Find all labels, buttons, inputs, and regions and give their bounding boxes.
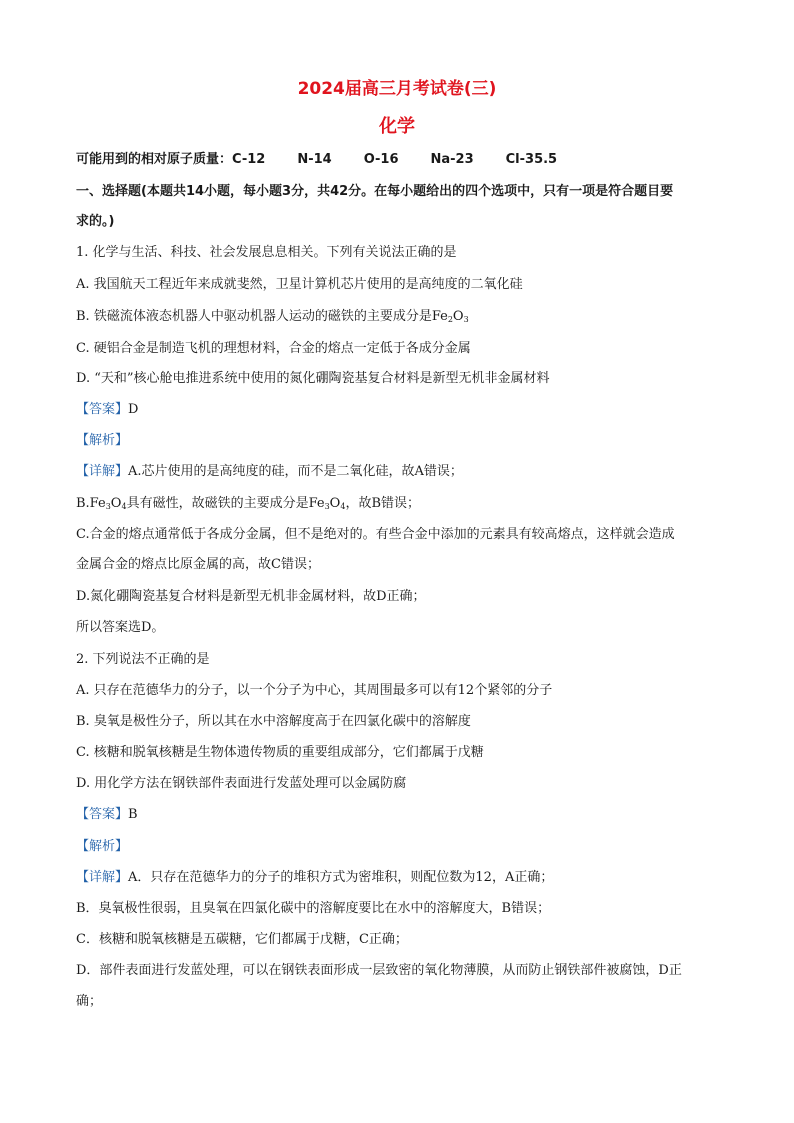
- subscript: 4: [121, 502, 127, 511]
- q1-detail-a-text: A.芯片使用的是高纯度的硅，而不是二氧化硅，故A错误；: [128, 464, 463, 479]
- answer-tag: 【答案】: [76, 807, 129, 822]
- q1-option-b: [76, 307, 469, 330]
- q2-option-c: C. 核糖和脱氧核糖是生物体遗传物质的重要组成部分，它们都属于戊糖: [76, 745, 484, 760]
- section-heading-line2: 求的。): [76, 214, 115, 229]
- answer-tag: 【答案】: [76, 402, 129, 417]
- q1-stem: 1. 化学与生活、科技、社会发展息息相关。下列有关说法正确的是: [76, 245, 457, 260]
- q1-detail-b: [76, 494, 420, 517]
- q2-detail-c: C．核糖和脱氧核糖是五碳糖，它们都属于戊糖，C正确；: [76, 932, 408, 947]
- q1-analysis-tag: 【解析】: [76, 433, 129, 448]
- mass-c: C-12: [232, 152, 266, 167]
- mass-cl: Cl-35.5: [505, 152, 558, 167]
- exam-title: 2024届高三月考试卷(三): [297, 79, 497, 99]
- q2-option-b: B. 臭氧是极性分子，所以其在水中溶解度高于在四氯化碳中的溶解度: [76, 714, 471, 729]
- subscript: 4: [340, 502, 346, 511]
- atomic-mass-label: 可能用到的相对原子质量：: [76, 152, 233, 167]
- q1-detail-a: [76, 462, 463, 482]
- q1-detail-d: D.氮化硼陶瓷基复合材料是新型无机非金属材料，故D正确；: [76, 589, 426, 604]
- subscript: 2: [447, 315, 453, 324]
- q1-option-a: A. 我国航天工程近年来成就斐然，卫星计算机芯片使用的是高纯度的二氧化硅: [76, 277, 523, 292]
- text-segment: O: [329, 496, 341, 511]
- mass-o: O-16: [363, 152, 399, 167]
- mass-n: N-14: [297, 152, 332, 167]
- q1-option-d: D. “天和”核心舱电推进系统中使用的氮化硼陶瓷基复合材料是新型无机非金属材料: [76, 371, 550, 386]
- mass-na: Na-23: [430, 152, 474, 167]
- atomic-mass-line: [76, 150, 577, 170]
- text-segment: ，故B错误；: [345, 496, 420, 511]
- text-segment: 具有磁性，故磁铁的主要成分是Fe: [126, 496, 325, 511]
- q1-answer: [76, 400, 138, 420]
- q2-detail-d-line1: D．部件表面进行发蓝处理，可以在钢铁表面形成一层致密的氧化物薄膜，从而防止钢铁部件被腐蚀，D正: [76, 963, 682, 978]
- q2-detail-d-line2: 确；: [76, 994, 103, 1009]
- text-segment: O: [110, 496, 122, 511]
- q1-option-b-text: B. 铁磁流体液态机器人中驱动机器人运动的磁铁的主要成分是Fe: [76, 309, 448, 324]
- q2-analysis-tag: 【解析】: [76, 839, 129, 854]
- detail-tag: 【详解】: [76, 870, 129, 885]
- detail-tag: 【详解】: [76, 464, 129, 479]
- q2-answer: [76, 805, 138, 825]
- answer-value: B: [128, 807, 138, 822]
- subscript: 3: [105, 502, 111, 511]
- q1-option-b-o: O: [452, 309, 464, 324]
- q2-option-a: A. 只存在范德华力的分子，以一个分子为中心，其周围最多可以有12个紧邻的分子: [76, 683, 553, 698]
- subscript: 3: [463, 315, 469, 324]
- q2-stem: 2. 下列说法不正确的是: [76, 652, 210, 667]
- q1-detail-c-line2: 金属合金的熔点比原金属的高，故C错误；: [76, 557, 320, 572]
- q2-detail-a: [76, 868, 553, 888]
- section-heading-line1: 一、选择题(本题共14小题，每小题3分，共42分。在每小题给出的四个选项中，只有一项是符合题目要: [76, 184, 674, 199]
- q2-detail-a-text: A．只存在范德华力的分子的堆积方式为密堆积，则配位数为12，A正确；: [128, 870, 554, 885]
- answer-value: D: [128, 402, 139, 417]
- subscript: 3: [324, 502, 330, 511]
- q2-detail-b: B．臭氧极性很弱，且臭氧在四氯化碳中的溶解度要比在水中的溶解度大，B错误；: [76, 901, 551, 916]
- text-segment: B.Fe: [76, 496, 106, 511]
- q1-option-c: C. 硬铝合金是制造飞机的理想材料，合金的熔点一定低于各成分金属: [76, 341, 471, 356]
- q2-option-d: D. 用化学方法在钢铁部件表面进行发蓝处理可以金属防腐: [76, 776, 407, 791]
- subject-title: 化学: [379, 116, 415, 137]
- q1-detail-c-line1: C.合金的熔点通常低于各成分金属，但不是绝对的。有些合金中添加的元素具有较高熔点，这样就会造成: [76, 527, 675, 542]
- q1-conclusion: 所以答案选D。: [76, 620, 165, 635]
